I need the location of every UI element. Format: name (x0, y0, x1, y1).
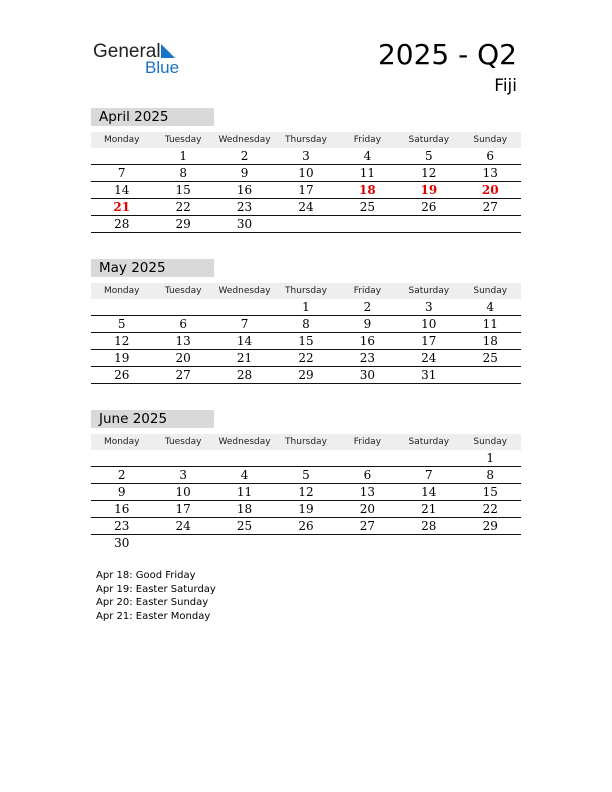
day-cell (275, 450, 336, 466)
weekday-label: Monday (103, 437, 140, 447)
day-cell: 9 (363, 317, 372, 331)
day-cell: 10 (421, 317, 437, 331)
logo-text-general: General (93, 41, 161, 62)
day-cell (91, 450, 152, 466)
weekday-label: Wednesday (218, 135, 271, 145)
week-row (91, 216, 521, 233)
day-cell: 15 (298, 334, 314, 348)
week-row (91, 350, 521, 367)
day-cell (337, 535, 398, 551)
day-cell (398, 216, 459, 232)
day-cell: 26 (298, 519, 314, 533)
weekday-label: Saturday (408, 437, 450, 447)
day-cell: 4 (363, 149, 372, 163)
day-cell (91, 148, 152, 164)
day-cell: 23 (359, 351, 376, 365)
week-row (91, 467, 521, 484)
week-row (91, 182, 521, 199)
day-cell: 5 (425, 149, 433, 163)
day-cell: 24 (298, 200, 314, 214)
week-row (91, 501, 521, 518)
day-cell (275, 535, 336, 551)
day-cell: 2 (117, 468, 126, 482)
day-cell: 26 (114, 368, 130, 382)
day-cell: 19 (298, 502, 314, 516)
note-item: Apr 19: Easter Saturday (96, 583, 216, 595)
day-cell: 5 (302, 468, 310, 482)
weekday-label: Wednesday (218, 286, 271, 296)
weekday-label: Sunday (473, 286, 508, 296)
day-cell (214, 535, 275, 551)
country-name: Fiji (494, 76, 517, 96)
week-row (91, 148, 521, 165)
week-row (91, 535, 521, 552)
month-june (91, 410, 521, 552)
day-cell: 30 (236, 217, 253, 231)
day-cell: 11 (482, 317, 498, 331)
day-cell: 17 (421, 334, 437, 348)
week-row (91, 367, 521, 384)
day-cell: 23 (114, 519, 130, 533)
weekday-label: Thursday (285, 437, 327, 447)
day-cell (152, 450, 213, 466)
day-cell: 21 (236, 351, 253, 365)
day-cell (91, 299, 152, 315)
day-cell: 11 (359, 166, 376, 180)
day-cell: 3 (179, 468, 187, 482)
day-cell (460, 535, 521, 551)
day-cell: 28 (236, 368, 253, 382)
weekday-header-row (91, 434, 521, 450)
week-row (91, 518, 521, 535)
weekday-label: Friday (353, 286, 382, 296)
day-cell (460, 216, 521, 232)
day-cell: 9 (117, 485, 126, 499)
day-cell (152, 299, 213, 315)
day-cell: 14 (421, 485, 437, 499)
day-cell: 18 (359, 183, 376, 197)
day-cell: 20 (481, 183, 499, 197)
weekday-label: Tuesday (164, 135, 202, 145)
note-item: Apr 21: Easter Monday (96, 610, 211, 622)
day-cell: 18 (482, 334, 498, 348)
weekday-label: Sunday (473, 135, 508, 145)
day-cell: 17 (298, 183, 314, 197)
week-row (91, 299, 521, 316)
day-cell (214, 450, 275, 466)
weekday-label: Monday (103, 135, 140, 145)
day-cell: 3 (302, 149, 310, 163)
day-cell: 14 (114, 183, 130, 197)
day-cell (337, 450, 398, 466)
day-cell: 18 (236, 502, 253, 516)
month-may (91, 259, 521, 384)
day-cell: 9 (240, 166, 249, 180)
day-cell: 10 (175, 485, 191, 499)
note-item: Apr 20: Easter Sunday (96, 597, 209, 608)
page-title: 2025 - Q2 (377, 38, 517, 71)
week-row (91, 484, 521, 501)
day-cell: 7 (425, 468, 433, 482)
day-cell: 1 (179, 149, 187, 163)
day-cell (337, 216, 398, 232)
day-cell: 29 (175, 217, 191, 231)
day-cell: 22 (175, 200, 191, 214)
weekday-label: Tuesday (164, 286, 202, 296)
day-cell: 21 (113, 200, 131, 214)
day-cell: 6 (363, 468, 372, 482)
day-cell (398, 535, 459, 551)
logo-triangle-icon (161, 44, 175, 58)
day-cell: 14 (236, 334, 253, 348)
day-cell (275, 216, 336, 232)
day-cell: 2 (240, 149, 249, 163)
day-cell: 16 (114, 502, 130, 516)
weekday-label: Wednesday (218, 437, 271, 447)
day-cell: 2 (363, 300, 372, 314)
weekday-label: Friday (353, 135, 382, 145)
day-cell: 25 (359, 200, 376, 214)
day-cell: 24 (175, 519, 191, 533)
day-cell: 30 (359, 368, 376, 382)
day-cell (460, 367, 521, 383)
day-cell: 7 (117, 166, 126, 180)
month-label: April 2025 (91, 108, 214, 126)
week-row (91, 165, 521, 182)
weekday-label: Monday (103, 286, 140, 296)
month-april (91, 108, 521, 233)
note-item: Apr 18: Good Friday (96, 570, 196, 581)
day-cell: 28 (421, 519, 437, 533)
brand-logo (93, 42, 203, 82)
day-cell: 17 (175, 502, 191, 516)
day-cell: 27 (482, 200, 498, 214)
weekday-label: Sunday (473, 437, 508, 447)
day-cell: 24 (421, 351, 437, 365)
weekday-label: Tuesday (164, 437, 202, 447)
day-cell (398, 450, 459, 466)
day-cell: 21 (421, 502, 437, 516)
day-cell: 7 (240, 317, 249, 331)
day-cell: 27 (359, 519, 376, 533)
day-cell: 1 (486, 451, 495, 465)
day-cell: 23 (236, 200, 253, 214)
day-cell: 13 (482, 166, 498, 180)
day-cell: 16 (236, 183, 253, 197)
weekday-label: Saturday (408, 135, 450, 145)
day-cell: 13 (175, 334, 191, 348)
day-cell: 5 (117, 317, 126, 331)
week-row (91, 333, 521, 350)
weekday-label: Saturday (408, 286, 450, 296)
month-label: May 2025 (91, 259, 214, 277)
weekday-label: Thursday (285, 135, 327, 145)
logo-text-blue: Blue (145, 58, 180, 77)
day-cell: 10 (298, 166, 314, 180)
day-cell (214, 299, 275, 315)
day-cell: 20 (175, 351, 191, 365)
weekday-label: Friday (353, 437, 382, 447)
week-row (91, 316, 521, 333)
day-cell: 19 (114, 351, 130, 365)
day-cell: 25 (482, 351, 498, 365)
day-cell: 29 (298, 368, 314, 382)
day-cell: 12 (421, 166, 437, 180)
day-cell: 3 (425, 300, 433, 314)
day-cell: 4 (240, 468, 249, 482)
day-cell: 22 (298, 351, 314, 365)
day-cell: 8 (179, 166, 187, 180)
day-cell: 29 (482, 519, 498, 533)
weekday-header-row (91, 132, 521, 148)
day-cell: 19 (420, 183, 438, 197)
day-cell: 16 (359, 334, 376, 348)
day-cell: 6 (486, 149, 495, 163)
day-cell: 4 (486, 300, 495, 314)
day-cell: 22 (482, 502, 498, 516)
day-cell: 15 (482, 485, 498, 499)
holiday-notes (96, 569, 216, 623)
day-cell: 28 (114, 217, 130, 231)
day-cell: 30 (114, 536, 130, 550)
day-cell: 26 (421, 200, 437, 214)
day-cell: 27 (175, 368, 191, 382)
day-cell: 13 (359, 485, 376, 499)
day-cell (152, 535, 213, 551)
day-cell: 1 (302, 300, 310, 314)
week-row (91, 199, 521, 216)
day-cell: 6 (179, 317, 187, 331)
day-cell: 12 (114, 334, 130, 348)
day-cell: 8 (486, 468, 495, 482)
weekday-header-row (91, 283, 521, 299)
weekday-label: Thursday (285, 286, 327, 296)
week-row (91, 450, 521, 467)
month-label: June 2025 (91, 410, 214, 428)
day-cell: 20 (359, 502, 376, 516)
day-cell: 15 (175, 183, 191, 197)
day-cell: 8 (302, 317, 310, 331)
day-cell: 11 (236, 485, 253, 499)
day-cell: 31 (421, 368, 437, 382)
day-cell: 12 (298, 485, 314, 499)
day-cell: 25 (236, 519, 253, 533)
